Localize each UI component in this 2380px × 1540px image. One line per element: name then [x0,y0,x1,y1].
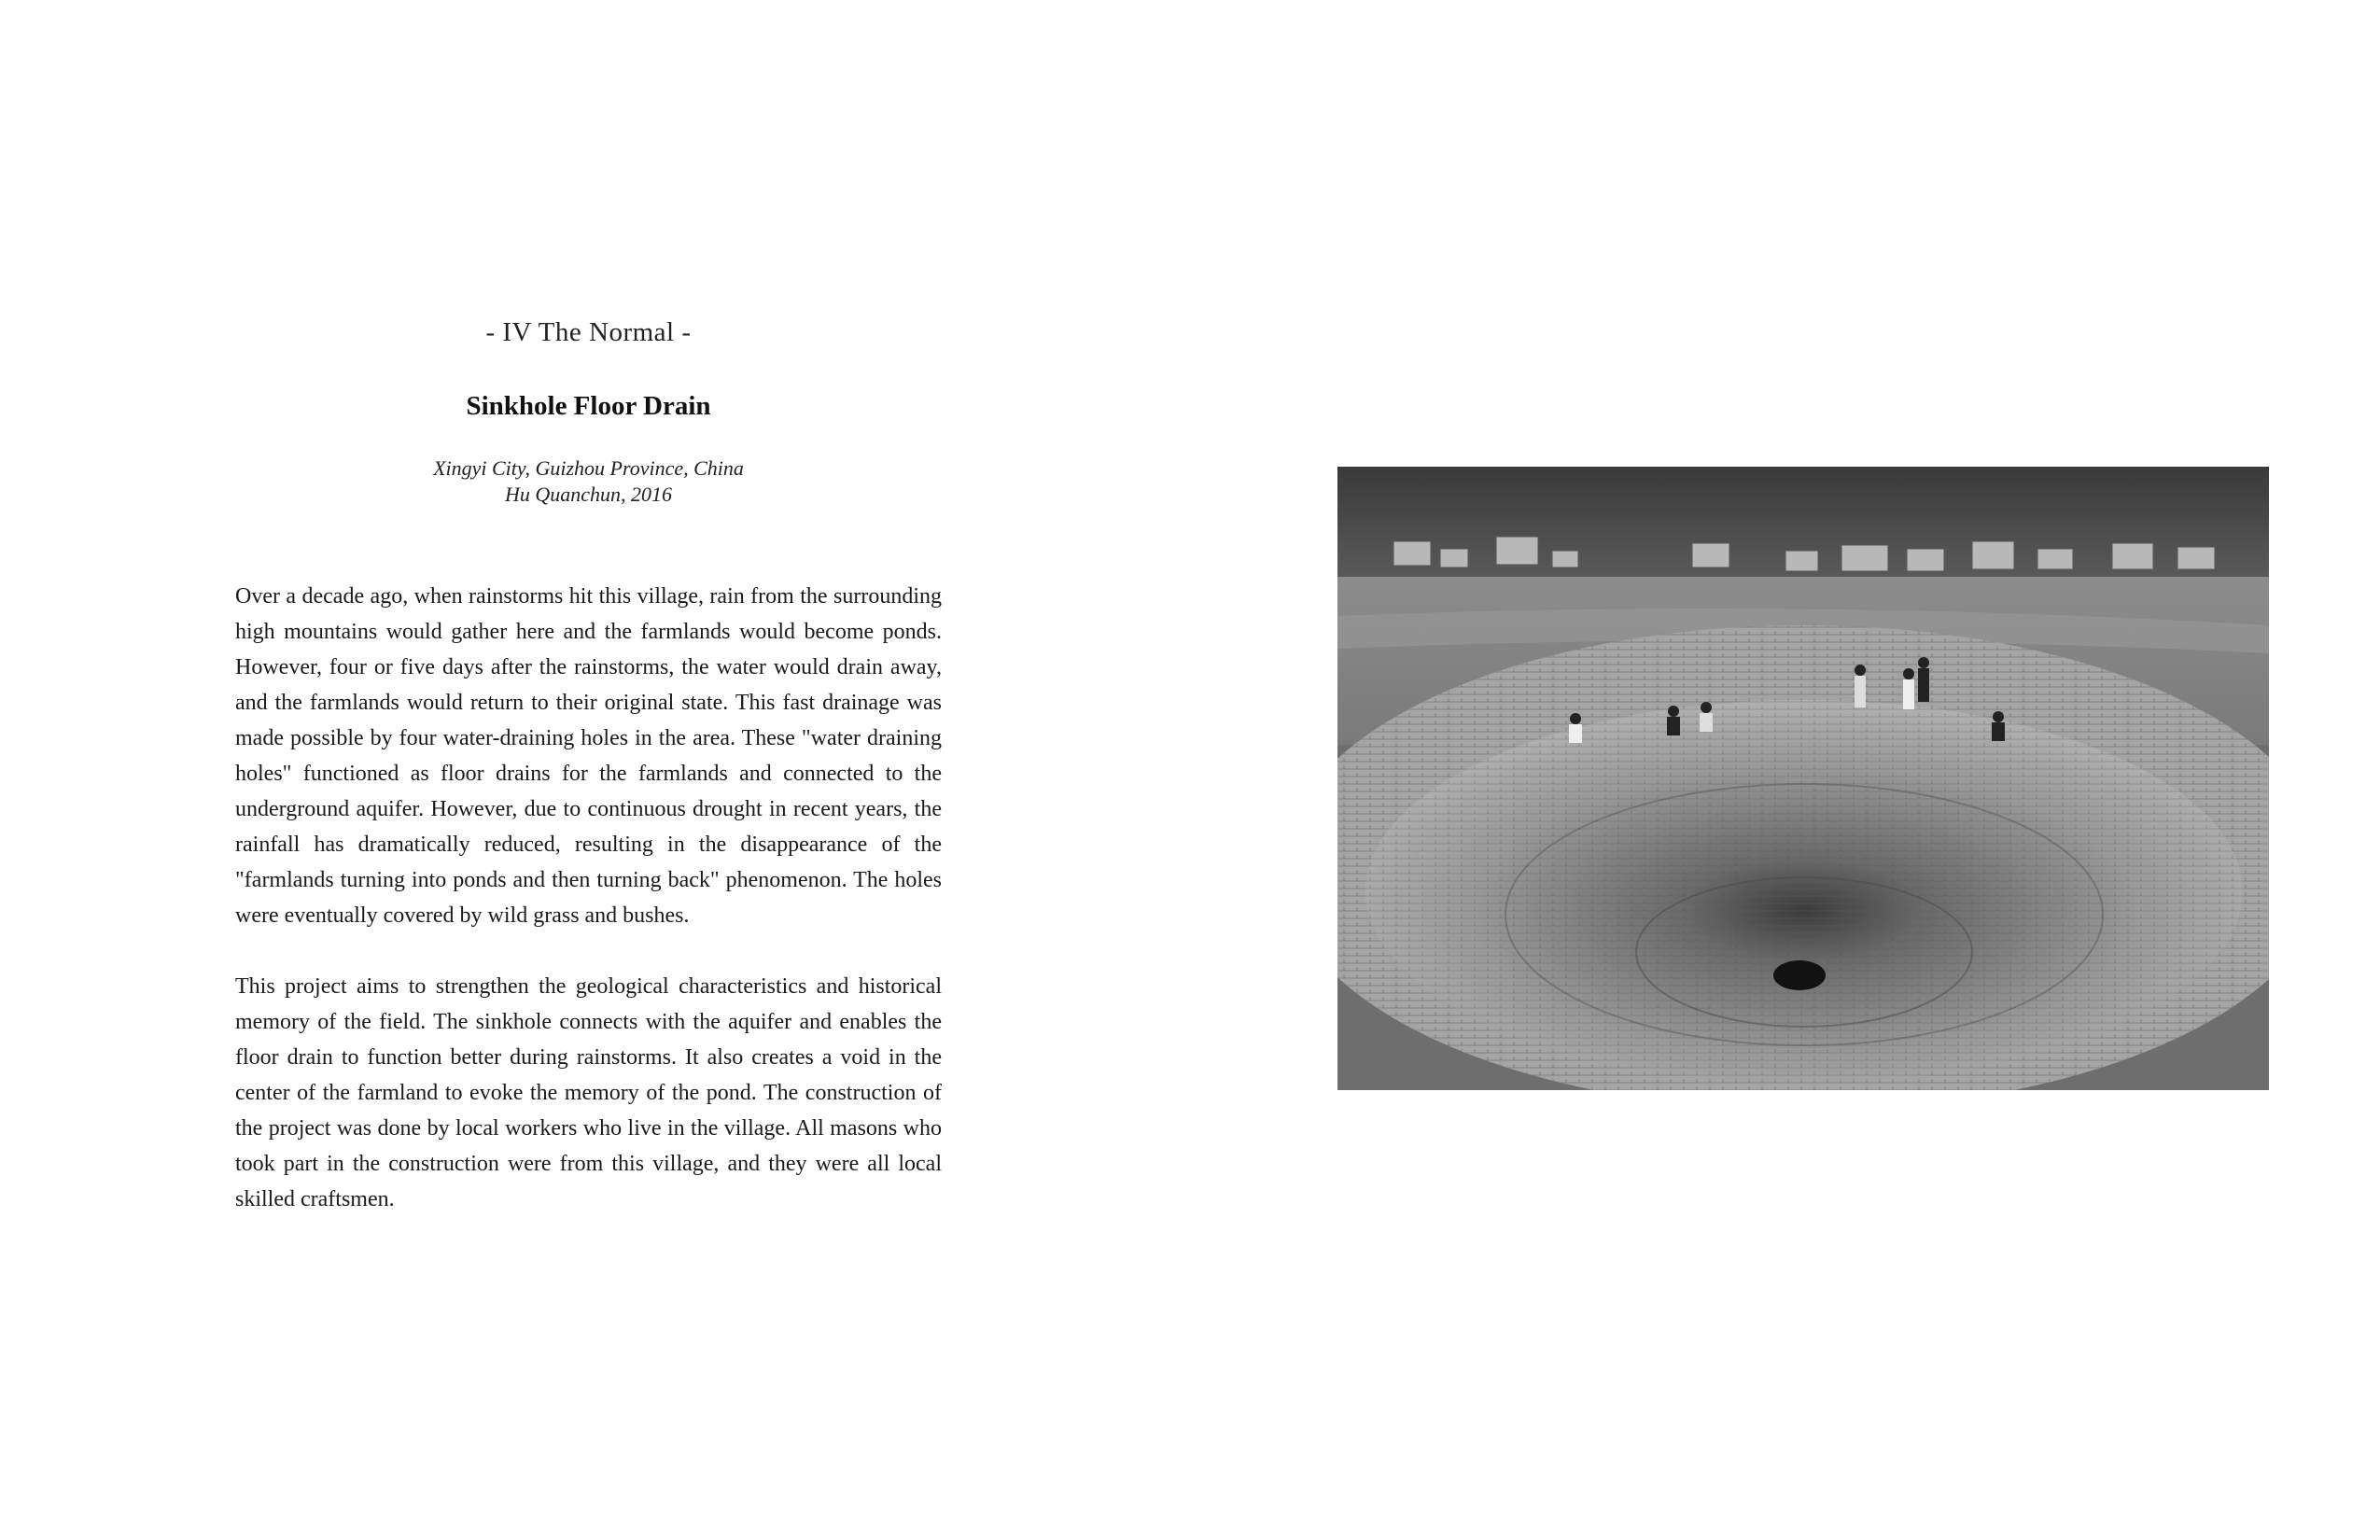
text-column [235,317,942,1253]
drain-hole [1773,960,1826,990]
section-label: - IV The Normal - [485,317,692,347]
project-location: Xingyi City, Guizhou Province, China [433,456,744,480]
sinkhole-photo [1337,467,2269,1090]
project-meta [235,455,942,508]
body-paragraph-1: Over a decade ago, when rainstorms hit this village, rain from the surrounding high mountains would gather here and the farmlands would become ponds. However, four or five days after the rainstorms, the water would drain away, and the farmlands would return to their original state. This fast drainage was made possible by four water-draining holes in the area. These "water draining holes" functioned as floor drains for the farmlands and connected to the underground aquifer. However, due to continuous drought in recent years, the rainfall has dramatically reduced, resulting in the disappearance of the "farmlands turning into ponds and then turning back" phenomenon. The holes were eventually covered by wild grass and bushes. [235,584,942,928]
body-paragraph-2: This project aims to strengthen the geological characteristics and historical memory of the field. The sinkhole connects with the aquifer and enables the floor drain to function better during rainstorms. It also creates a void in the center of the farmland to evoke the memory of the pond. The construction of the project was done by local workers who live in the village. All masons who took part in the construction were from this village, and they were all local skilled craftsmen. [235,974,942,1211]
project-credit: Hu Quanchun, 2016 [504,483,673,506]
project-title: Sinkhole Floor Drain [466,391,711,421]
sinkhole-photo-illustration [1337,467,2269,1090]
